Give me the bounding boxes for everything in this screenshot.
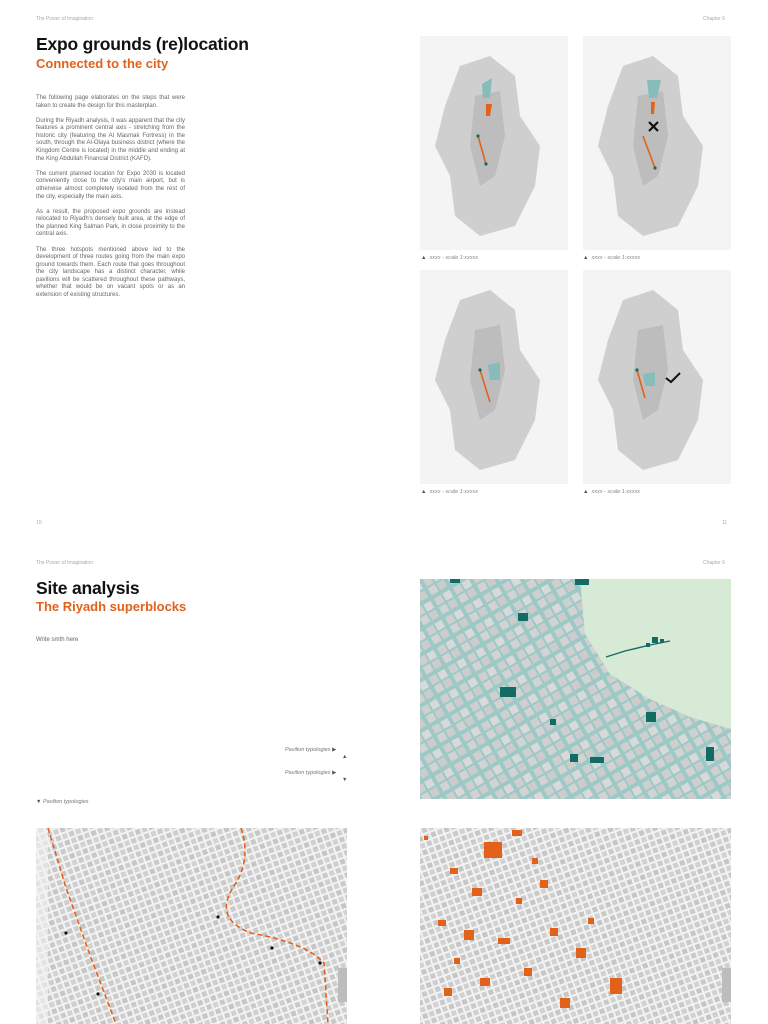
map-step-1: [420, 36, 568, 250]
check-icon: [665, 372, 681, 384]
page-number-right: 11: [722, 520, 728, 526]
triangle-down-icon: ▼: [36, 799, 42, 805]
triangle-up-icon: ▲: [421, 255, 427, 261]
city-map: [583, 270, 731, 484]
triangle-down-icon: ▼: [342, 777, 348, 783]
map-caption: ▲ xxxx - scale 1:xxxxx: [421, 489, 479, 495]
running-head-right: Chapter 6: [703, 16, 725, 22]
annotation-pavilion-typologies: ▼ Pavilion typologies: [36, 799, 89, 805]
triangle-up-icon: ▲: [342, 754, 348, 760]
superblock-svg: [420, 579, 731, 799]
page-title: Site analysis: [36, 578, 140, 598]
page-title: Expo grounds (re)location: [36, 34, 249, 54]
paragraph: The following page elaborates on the steps that were taken to create the design for this masterplan.: [36, 95, 185, 109]
map-step-3: [420, 270, 568, 484]
route-svg: [36, 828, 347, 1024]
triangle-up-icon: ▲: [421, 489, 427, 495]
paragraph: During the Riyadh analysis, it was apparent that the city features a prominent central axis - stretching from the historic city (featuring the Al Masmak Fortress) in the south, through the Al-Olaya business district (where the Kingdom Centre is located) in the middle and ending at the King Abdullah Financial District (KAFD).: [36, 117, 185, 162]
map-caption: ▲ xxxx - scale 1:xxxxx: [583, 489, 641, 495]
map-step-4: [583, 270, 731, 484]
triangle-right-icon: ▶: [332, 747, 337, 753]
map-caption: ▲ xxxx - scale 1:xxxxx: [421, 255, 479, 261]
superblock-map: [420, 579, 731, 799]
running-head-right: Chapter 6: [703, 560, 725, 566]
running-head-left: The Power of Imagination: [36, 16, 93, 22]
pavilion-svg: [420, 828, 731, 1024]
running-head-left: The Power of Imagination: [36, 560, 93, 566]
page-number-left: 10: [36, 520, 42, 526]
paragraph: As a result, the proposed expo grounds are instead relocated to Riyadh's densely built area, at the edge of the planned King Salman Park, in close proximity to the central axis.: [36, 208, 185, 238]
triangle-right-icon: ▶: [332, 770, 337, 776]
pavilion-map: [420, 828, 731, 1024]
body-text: [36, 95, 185, 307]
city-map: [583, 36, 731, 250]
annotation-pavilion-typologies: Pavilion typologies ▶: [285, 770, 337, 776]
map-caption: ▲ xxxx - scale 1:xxxxx: [583, 255, 641, 261]
triangle-up-icon: ▲: [583, 489, 589, 495]
city-map: [420, 270, 568, 484]
route-map: [36, 828, 347, 1024]
triangle-up-icon: ▲: [583, 255, 589, 261]
cross-icon: [647, 120, 660, 133]
paragraph: The three hotspots mentioned above led to the development of three routes going from the main expo ground towards them. Each route that goes throughout the city landscape has a distinct character, while pavilions will be scattered throughout these pathways, whether that would be on vacant spots or as an extension of existing structures.: [36, 246, 185, 299]
page-subtitle: Connected to the city: [36, 56, 169, 71]
page-subtitle: The Riyadh superblocks: [36, 599, 187, 614]
city-map: [420, 36, 568, 250]
body-text: Write smth here: [36, 637, 79, 643]
annotation-pavilion-typologies: Pavilion typologies ▶: [285, 747, 337, 753]
map-step-2: [583, 36, 731, 250]
paragraph: The current planned location for Expo 2030 is located conveniently close to the city's main airport, but is otherwise almost completely isolated from the rest of the city, especially the main axis.: [36, 170, 185, 200]
